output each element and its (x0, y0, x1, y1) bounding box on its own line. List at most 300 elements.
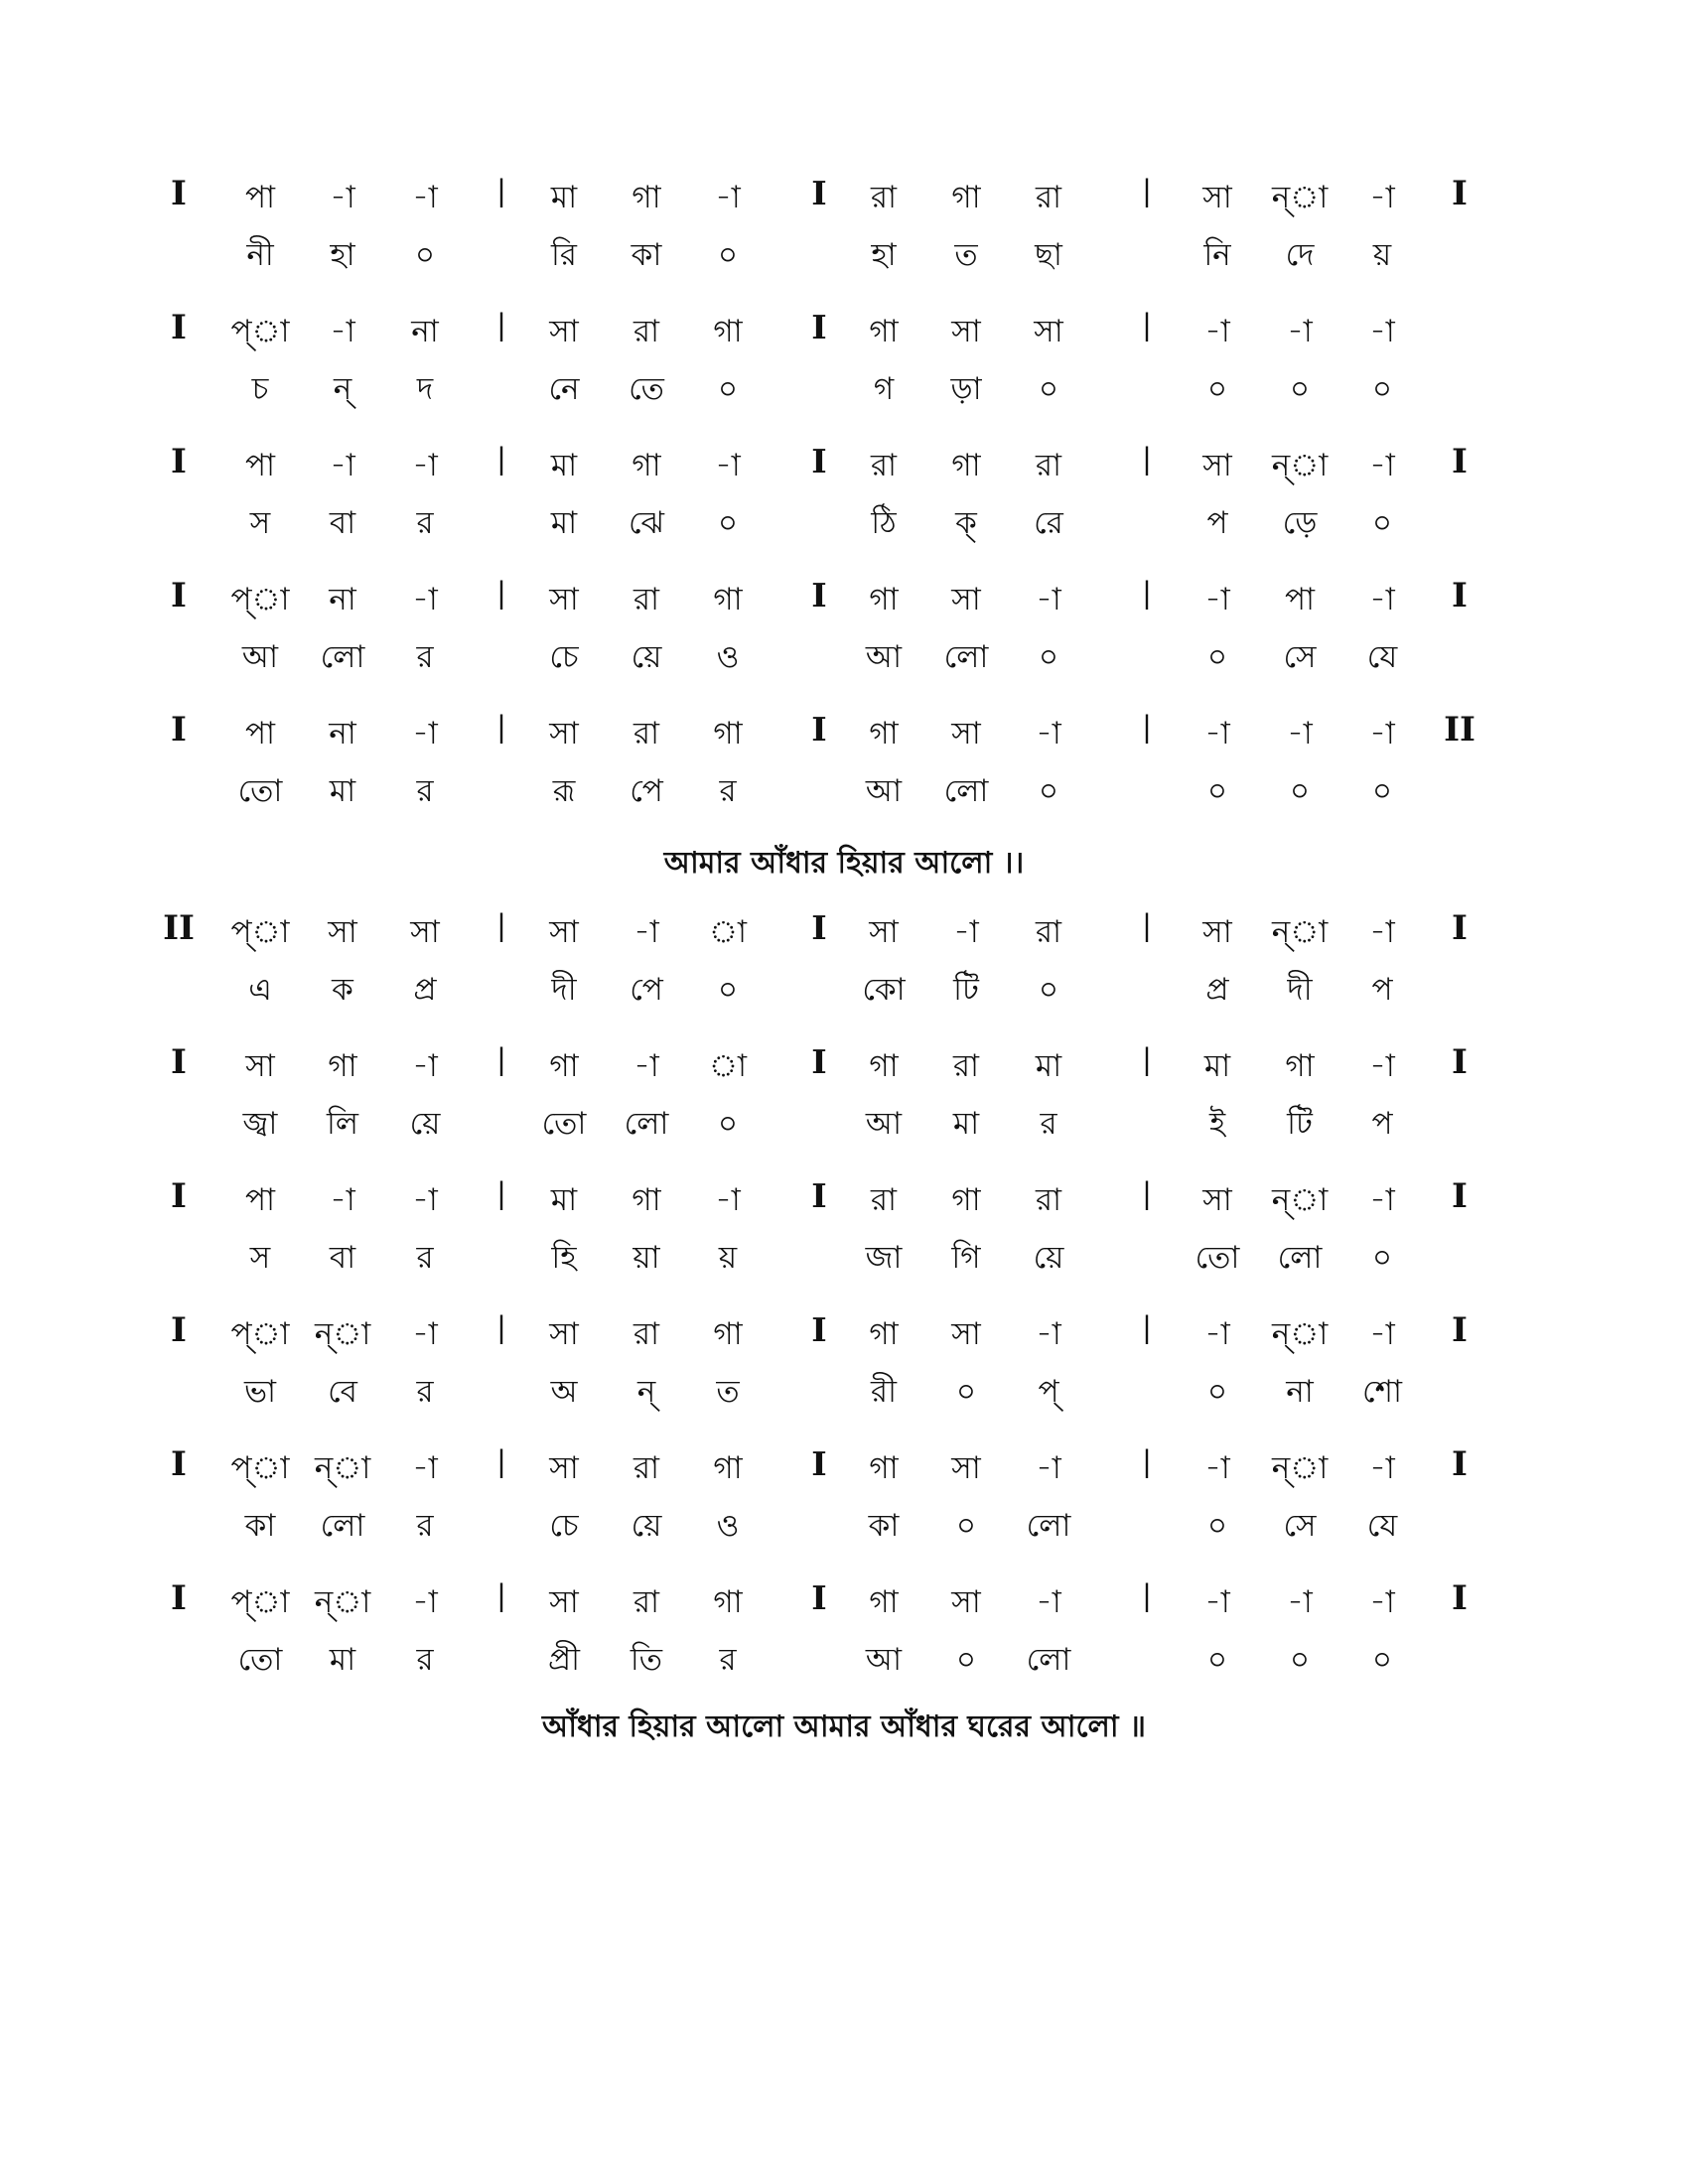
swara-note: -া (715, 180, 741, 215)
lyric-syllable: টি (1287, 1106, 1313, 1142)
swara-note: গা (951, 1182, 981, 1218)
swara-note: সা (549, 1450, 579, 1486)
lyric-syllable: পে (630, 972, 663, 1008)
bar-start: I (171, 576, 187, 615)
swara-note: -া (412, 582, 438, 617)
lyric-syllable: য় (1372, 237, 1392, 273)
swara-note: -া (1369, 448, 1395, 483)
lyric-syllable: জা (865, 1240, 903, 1276)
bar-start: I (171, 1444, 187, 1484)
swara-note: ন্া (314, 1316, 371, 1352)
swara-note: গা (549, 1048, 579, 1084)
swara-note: -া (953, 914, 979, 950)
swara-note: গা (869, 1316, 899, 1352)
lyric-syllable: ০ (717, 237, 739, 273)
swara-note: -া (412, 1316, 438, 1352)
swara-note: প্া (230, 1316, 290, 1352)
lyric-syllable: এ (248, 972, 272, 1008)
vibhag-bar: | (496, 908, 506, 942)
lyric-syllable: ত (716, 1374, 740, 1410)
swara-note: গা (951, 448, 981, 483)
lyric-syllable: ০ (717, 505, 739, 541)
lyric-syllable: লো (1026, 1508, 1071, 1544)
lyric-syllable: দে (1285, 237, 1315, 273)
swara-note: -া (1369, 1182, 1395, 1218)
swara-note: ন্া (1271, 914, 1329, 950)
swara-note: -া (715, 448, 741, 483)
lyric-syllable: পে (630, 773, 663, 809)
swara-note: -া (412, 180, 438, 215)
lyric-syllable: না (1286, 1374, 1314, 1410)
lyric-syllable: র (416, 505, 434, 541)
lyric-syllable: টি (953, 972, 979, 1008)
lyric-syllable: ০ (414, 237, 436, 273)
swara-note: সা (549, 716, 579, 751)
lyric-syllable: সে (1283, 639, 1317, 675)
swara-note: রা (870, 180, 898, 215)
lyric-syllable: য়ে (631, 1508, 662, 1544)
refrain-line: আমার আঁধার হিয়ার আলো ।। (663, 846, 1025, 881)
lyric-syllable: আ (865, 1106, 903, 1142)
lyric-syllable: ০ (955, 1642, 977, 1678)
swara-note: -া (1369, 180, 1395, 215)
vibhag-bar: | (496, 1578, 506, 1612)
lyric-syllable: মা (952, 1106, 980, 1142)
swara-note: মা (1035, 1048, 1062, 1084)
vibhag-bar: | (1142, 308, 1152, 341)
lyric-syllable: চে (549, 1508, 579, 1544)
vibhag-bar: | (496, 1176, 506, 1210)
vibhag-bar: | (496, 1042, 506, 1076)
lyric-syllable: ড়ে (1282, 505, 1318, 541)
swara-note: -া (633, 914, 659, 950)
swara-note: সা (951, 1450, 981, 1486)
swara-note: রা (633, 582, 660, 617)
swara-note: মা (1203, 1048, 1231, 1084)
notation-line (0, 1444, 1688, 1544)
lyric-syllable: ড়া (950, 371, 982, 407)
swara-note: ন্া (1271, 1450, 1329, 1486)
notation-line (0, 576, 1688, 675)
bar-start: I (171, 710, 187, 750)
swara-note: সা (951, 1584, 981, 1620)
swara-note: -া (330, 448, 355, 483)
notation-line (0, 1310, 1688, 1410)
notation-line (0, 174, 1688, 273)
swara-note: -া (1036, 1584, 1061, 1620)
lyric-syllable: আ (241, 639, 279, 675)
swara-note: প্া (230, 1450, 290, 1486)
lyric-syllable: স (249, 1240, 271, 1276)
lyric-syllable: কো (862, 972, 906, 1008)
lyric-syllable: কা (631, 237, 662, 273)
lyric-syllable: অ (550, 1374, 578, 1410)
bar-start: I (171, 1042, 187, 1082)
lyric-syllable: বে (328, 1374, 357, 1410)
swara-note: প্া (230, 1584, 290, 1620)
swara-note: -া (1369, 716, 1395, 751)
lyric-syllable: হা (871, 237, 897, 273)
swara-note: সা (549, 314, 579, 349)
lyric-syllable: আ (865, 1642, 903, 1678)
swara-note: রা (952, 1048, 980, 1084)
swara-note: ন্া (314, 1584, 371, 1620)
swara-note: রা (1035, 1182, 1062, 1218)
swara-note: পা (244, 180, 276, 215)
lyric-syllable: কা (244, 1508, 276, 1544)
lyric-syllable: ০ (717, 972, 739, 1008)
vibhag-bar: | (1142, 908, 1152, 942)
bar-end: I (1452, 174, 1468, 213)
swara-note: গা (328, 1048, 357, 1084)
lyric-syllable: তো (541, 1106, 587, 1142)
lyric-syllable: বা (329, 1240, 356, 1276)
lyric-syllable: লো (320, 639, 365, 675)
bar-end: I (1452, 1444, 1468, 1484)
swara-note: ন্া (1271, 1316, 1329, 1352)
swara-note: গা (713, 314, 743, 349)
lyric-syllable: র (719, 1642, 737, 1678)
swara-note: -া (1204, 716, 1230, 751)
bar-end: I (1452, 1176, 1468, 1216)
swara-note: প্া (230, 314, 290, 349)
vibhag-heavy-bar: I (811, 908, 827, 947)
swara-note: -া (1036, 716, 1061, 751)
lyric-syllable: প (1206, 505, 1228, 541)
lyric-syllable: ০ (1206, 1508, 1228, 1544)
swara-note: -া (1036, 1450, 1061, 1486)
lyric-syllable: আ (865, 773, 903, 809)
lyric-syllable: ক (332, 972, 353, 1008)
vibhag-heavy-bar: I (811, 174, 827, 212)
bar-start: I (171, 1578, 187, 1618)
lyric-syllable: মা (550, 505, 578, 541)
lyric-syllable: র (416, 1374, 434, 1410)
bar-end: II (1444, 710, 1476, 750)
lyric-syllable: ০ (1371, 1240, 1393, 1276)
vibhag-bar: | (1142, 1578, 1152, 1612)
notation-line (0, 1176, 1688, 1276)
swara-note: সা (549, 914, 579, 950)
swara-note: সা (1202, 180, 1232, 215)
swara-note: -া (1204, 1584, 1230, 1620)
vibhag-heavy-bar: I (811, 576, 827, 614)
bar-start: I (171, 1310, 187, 1350)
swara-note: -া (1369, 1450, 1395, 1486)
swara-note: -া (1369, 1584, 1395, 1620)
lyric-syllable: লো (943, 773, 989, 809)
vibhag-bar: | (1142, 710, 1152, 744)
lyric-syllable: তো (237, 773, 283, 809)
lyric-syllable: য়ে (631, 639, 662, 675)
lyric-syllable: যে (1366, 1508, 1398, 1544)
swara-note: -া (1204, 582, 1230, 617)
vibhag-heavy-bar: I (811, 1176, 827, 1215)
bar-end: I (1452, 442, 1468, 481)
swara-note: সা (951, 1316, 981, 1352)
swara-note: গা (869, 716, 899, 751)
swara-note: -া (1287, 716, 1313, 751)
vibhag-bar: | (1142, 1176, 1152, 1210)
swara-note: সা (869, 914, 899, 950)
lyric-syllable: তো (1195, 1240, 1240, 1276)
swara-note: -া (412, 1450, 438, 1486)
vibhag-bar: | (496, 174, 506, 207)
vibhag-bar: | (496, 308, 506, 341)
vibhag-bar: | (496, 576, 506, 610)
swara-note: -া (1204, 314, 1230, 349)
lyric-syllable: তো (237, 1642, 283, 1678)
bar-start: II (163, 908, 195, 948)
lyric-syllable: ঝে (628, 505, 665, 541)
swara-note: পা (244, 448, 276, 483)
vibhag-bar: | (1142, 442, 1152, 476)
swara-note: গা (1285, 1048, 1315, 1084)
vibhag-heavy-bar: I (811, 442, 827, 480)
swara-note: গা (713, 1450, 743, 1486)
swara-note: গা (632, 180, 661, 215)
lyric-syllable: ০ (1371, 505, 1393, 541)
lyric-syllable: ত (954, 237, 978, 273)
vibhag-bar: | (496, 442, 506, 476)
swara-note: গা (869, 582, 899, 617)
lyric-syllable: হি (551, 1240, 577, 1276)
swara-note: পা (244, 716, 276, 751)
swara-note: -া (1287, 314, 1313, 349)
swara-note: গা (713, 716, 743, 751)
swara-note: মা (550, 1182, 578, 1218)
lyric-syllable: আ (865, 639, 903, 675)
bar-start: I (171, 1176, 187, 1216)
swara-note: সা (549, 1316, 579, 1352)
lyric-syllable: ০ (1289, 773, 1311, 809)
swara-note: -া (1036, 1316, 1061, 1352)
swara-note: -া (412, 1584, 438, 1620)
swara-note: -া (1204, 1316, 1230, 1352)
swara-note: ন্া (1271, 180, 1329, 215)
lyric-syllable: প্র (413, 972, 437, 1008)
lyric-syllable: রে (1034, 505, 1063, 541)
lyric-syllable: ও (716, 1508, 740, 1544)
lyric-syllable: ০ (955, 1374, 977, 1410)
bar-end: I (1452, 1042, 1468, 1082)
bar-end: I (1452, 1578, 1468, 1618)
notation-line (0, 1578, 1688, 1678)
swara-note: রা (633, 1450, 660, 1486)
lyric-syllable: শো (1362, 1374, 1402, 1410)
lyric-syllable: য় (718, 1240, 738, 1276)
swara-note: রা (633, 716, 660, 751)
swara-note: গা (713, 582, 743, 617)
lyric-syllable: য়ে (1033, 1240, 1064, 1276)
swara-note: পা (244, 1182, 276, 1218)
lyric-syllable: ক্ (955, 505, 977, 541)
swara-note: ন্া (314, 1450, 371, 1486)
lyric-syllable: র (416, 639, 434, 675)
lyric-syllable: লো (1277, 1240, 1323, 1276)
swara-note: সা (1202, 448, 1232, 483)
swara-note: রা (1035, 180, 1062, 215)
swara-note: গা (869, 314, 899, 349)
swara-note: গা (951, 180, 981, 215)
swara-note: গা (869, 1584, 899, 1620)
lyric-syllable: স (249, 505, 271, 541)
vibhag-heavy-bar: I (811, 1310, 827, 1349)
lyric-syllable: লো (624, 1106, 669, 1142)
bar-start: I (171, 174, 187, 213)
notation-line (0, 908, 1688, 1008)
swara-note: প্া (230, 914, 290, 950)
vibhag-bar: | (496, 1444, 506, 1478)
swara-note: না (411, 314, 439, 349)
swara-note: গা (632, 1182, 661, 1218)
swara-note: রা (633, 1316, 660, 1352)
lyric-syllable: ও (716, 639, 740, 675)
lyric-syllable: প্রী (547, 1642, 580, 1678)
lyric-syllable: ০ (1206, 1642, 1228, 1678)
swara-note: -া (412, 1048, 438, 1084)
lyric-syllable: নে (548, 371, 580, 407)
swara-note: সা (951, 582, 981, 617)
swara-note: সা (410, 914, 440, 950)
lyric-syllable: প (1371, 1106, 1393, 1142)
swara-note: সা (549, 582, 579, 617)
lyric-syllable: লো (320, 1508, 365, 1544)
swara-note: -া (1204, 1450, 1230, 1486)
swara-note: সা (328, 914, 357, 950)
lyric-syllable: ০ (1289, 1642, 1311, 1678)
vibhag-bar: | (496, 710, 506, 744)
vibhag-bar: | (1142, 1444, 1152, 1478)
vibhag-heavy-bar: I (811, 308, 827, 346)
lyric-syllable: ০ (1371, 773, 1393, 809)
swara-note: গা (869, 1450, 899, 1486)
refrain-line: আঁধার হিয়ার আলো আমার আঁধার ঘরের আলো ॥ (542, 1709, 1146, 1744)
swara-note: -া (330, 1182, 355, 1218)
lyric-syllable: দী (1287, 972, 1313, 1008)
vibhag-heavy-bar: I (811, 1042, 827, 1081)
swara-note: -া (633, 1048, 659, 1084)
swara-note: -া (1369, 582, 1395, 617)
lyric-syllable: ন্ (636, 1374, 656, 1410)
lyric-syllable: ০ (1038, 773, 1059, 809)
swara-note: সা (951, 314, 981, 349)
swara-note: সা (549, 1584, 579, 1620)
bar-end: I (1452, 576, 1468, 615)
lyric-syllable: র (416, 773, 434, 809)
lyric-syllable: ০ (1038, 371, 1059, 407)
swara-note: গা (632, 448, 661, 483)
vibhag-bar: | (1142, 576, 1152, 610)
lyric-syllable: য়ে (409, 1106, 441, 1142)
lyric-syllable: প (1371, 972, 1393, 1008)
vibhag-heavy-bar: I (811, 1444, 827, 1483)
lyric-syllable: র (1040, 1106, 1057, 1142)
lyric-syllable: ভা (243, 1374, 277, 1410)
swara-note: রা (1035, 448, 1062, 483)
swara-note: -া (330, 314, 355, 349)
lyric-syllable: র (719, 773, 737, 809)
swara-note: -া (1369, 1316, 1395, 1352)
vibhag-bar: | (496, 1310, 506, 1344)
lyric-syllable: সে (1283, 1508, 1317, 1544)
lyric-syllable: ছা (1035, 237, 1062, 273)
swara-note: মা (550, 448, 578, 483)
notation-line (0, 1042, 1688, 1142)
vibhag-heavy-bar: I (811, 1578, 827, 1617)
lyric-syllable: ০ (717, 371, 739, 407)
lyric-syllable: নি (1203, 237, 1231, 273)
lyric-syllable: ই (1208, 1106, 1226, 1142)
lyric-syllable: মা (329, 1642, 356, 1678)
swara-note: রা (633, 1584, 660, 1620)
vibhag-heavy-bar: I (811, 710, 827, 749)
swara-note: -া (412, 448, 438, 483)
lyric-syllable: লো (1026, 1642, 1071, 1678)
swara-note: রা (1035, 914, 1062, 950)
lyric-syllable: লি (327, 1106, 358, 1142)
swara-note: -া (1287, 1584, 1313, 1620)
lyric-syllable: য়া (633, 1240, 660, 1276)
lyric-syllable: প্র (1205, 972, 1229, 1008)
lyric-syllable: মা (329, 773, 356, 809)
lyric-syllable: ০ (717, 1106, 739, 1142)
lyric-syllable: ০ (1038, 639, 1059, 675)
lyric-syllable: দী (551, 972, 577, 1008)
lyric-syllable: ০ (1371, 371, 1393, 407)
lyric-syllable: হা (330, 237, 355, 273)
swara-note: সা (1034, 314, 1063, 349)
lyric-syllable: তে (629, 371, 664, 407)
lyric-syllable: ন্ (333, 371, 352, 407)
lyric-syllable: তি (630, 1642, 663, 1678)
lyric-syllable: বা (329, 505, 356, 541)
swara-note: -া (1369, 914, 1395, 950)
swara-note: গা (713, 1316, 743, 1352)
swara-note: রা (870, 448, 898, 483)
vibhag-bar: | (1142, 1310, 1152, 1344)
lyric-syllable: রূ (552, 773, 576, 809)
swara-note: ন্া (1271, 448, 1329, 483)
lyric-syllable: গি (951, 1240, 981, 1276)
vibhag-bar: | (1142, 174, 1152, 207)
lyric-syllable: ০ (1038, 972, 1059, 1008)
swara-note: -া (1369, 1048, 1395, 1084)
swara-note: সা (245, 1048, 275, 1084)
lyric-syllable: ০ (1206, 371, 1228, 407)
lyric-syllable: লো (943, 639, 989, 675)
swara-note: -া (412, 716, 438, 751)
lyric-syllable: ০ (1206, 773, 1228, 809)
lyric-syllable: ০ (1206, 639, 1228, 675)
swara-note: পা (1284, 582, 1316, 617)
lyric-syllable: রী (871, 1374, 897, 1410)
swara-note: মা (550, 180, 578, 215)
swara-note: -া (330, 180, 355, 215)
lyric-syllable: কা (868, 1508, 900, 1544)
notation-line (0, 442, 1688, 541)
lyric-syllable: চ (251, 371, 269, 407)
bar-end: I (1452, 908, 1468, 948)
notation-line (0, 308, 1688, 407)
bar-start: I (171, 308, 187, 347)
vibhag-bar: | (1142, 1042, 1152, 1076)
swara-note: সা (1202, 914, 1232, 950)
swara-note: া (708, 914, 747, 950)
lyric-syllable: ০ (1206, 1374, 1228, 1410)
lyric-syllable: র (416, 1508, 434, 1544)
lyric-syllable: ০ (1371, 1642, 1393, 1678)
